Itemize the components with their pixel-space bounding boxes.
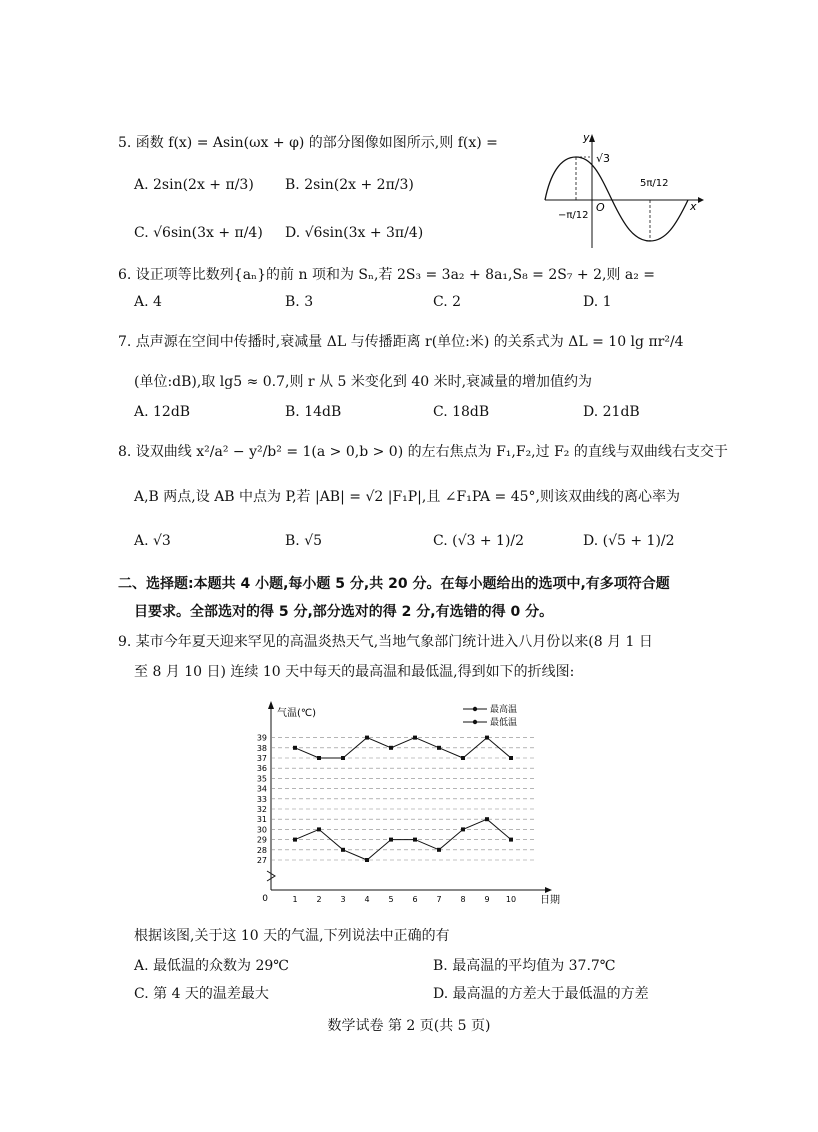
x-tick-label-6: 6 xyxy=(412,895,418,904)
q8-option-b: B. √5 xyxy=(285,533,323,549)
point-high-day9 xyxy=(485,736,489,740)
q9-option-a: A. 最低温的众数为 29℃ xyxy=(134,958,289,974)
point-low-day7 xyxy=(437,848,441,852)
y-tick-label-36: 36 xyxy=(256,764,267,774)
chart-x-ticks xyxy=(292,895,516,904)
page-footer: 数学试卷 第 2 页(共 5 页) xyxy=(327,1018,491,1034)
q9-option-d: D. 最高温的方差大于最低温的方差 xyxy=(433,986,649,1002)
y-tick-label-38: 38 xyxy=(256,743,267,753)
q8-stem-line2: A,B 两点,设 AB 中点为 P,若 |AB| = √2 |F₁P|,且 ∠F₁PA = 45°,则该双曲线的离心率为 xyxy=(134,489,680,505)
q8-option-c: C. (√3 + 1)/2 xyxy=(433,533,525,549)
y-tick-label-31: 31 xyxy=(256,815,267,825)
chart-origin-label: 0 xyxy=(262,894,268,904)
chart-gridlines xyxy=(271,738,535,860)
q8-stem-line1: 8. 设双曲线 x²/a² − y²/b² = 1(a > 0,b > 0) 的左右焦点为 F₁,F₂,过 F₂ 的直线与双曲线右支交于 xyxy=(118,444,728,460)
point-high-day7 xyxy=(437,746,441,750)
q5-sine-graph xyxy=(540,130,705,255)
section2-heading-line2: 目要求。全部选对的得 5 分,部分选对的得 2 分,有选错的得 0 分。 xyxy=(134,604,554,620)
chart-series xyxy=(293,736,513,862)
y-tick-label-27: 27 xyxy=(256,856,267,865)
y-tick-label-39: 39 xyxy=(256,733,267,743)
q7-option-a: A. 12dB xyxy=(134,404,191,420)
q6-option-b: B. 3 xyxy=(285,294,314,310)
q7-stem-line1: 7. 点声源在空间中传播时,衰减量 ΔL 与传播距离 r(单位:米) 的关系式为 ΔL = 10 lg πr²/4 xyxy=(118,334,684,350)
x-tick-label-8: 8 xyxy=(460,895,466,904)
y-tick-label-37: 37 xyxy=(256,754,267,763)
point-low-day5 xyxy=(389,838,393,842)
point-low-day10 xyxy=(509,838,513,842)
point-low-day6 xyxy=(413,838,417,842)
point-high-day4 xyxy=(365,736,369,740)
point-low-day8 xyxy=(461,827,465,831)
q7-option-b: B. 14dB xyxy=(285,404,342,420)
point-high-day3 xyxy=(341,756,345,760)
q5-option-d: D. √6sin(3x + 3π/4) xyxy=(285,225,424,241)
q6-option-d: D. 1 xyxy=(583,294,612,310)
q8-option-d: D. (√5 + 1)/2 xyxy=(583,533,675,549)
q9-stem-line2: 至 8 月 10 日) 连续 10 天中每天的最高温和最低温,得到如下的折线图: xyxy=(134,664,575,680)
q6-option-a: A. 4 xyxy=(134,294,162,310)
point-high-day2 xyxy=(317,756,321,760)
point-high-day5 xyxy=(389,746,393,750)
x-axis-arrow xyxy=(698,197,704,203)
temperature-line-chart xyxy=(250,695,570,915)
peak-label: √3 xyxy=(596,152,611,165)
chart-y-axis-arrow xyxy=(268,701,274,709)
y-tick-label-34: 34 xyxy=(256,784,267,794)
y-tick-label-35: 35 xyxy=(256,774,267,784)
chart-legend xyxy=(463,703,517,728)
x-tick-label-5: 5 xyxy=(388,895,394,904)
point-high-day6 xyxy=(413,736,417,740)
point-low-day9 xyxy=(485,817,489,821)
q6-stem: 6. 设正项等比数列{aₙ}的前 n 项和为 Sₙ,若 2S₃ = 3a₂ + 8a₁,S₈ = 2S₇ + 2,则 a₂ = xyxy=(118,267,656,283)
legend-label-high: 最高温 xyxy=(490,705,518,715)
chart-y-axis-label: 气温(℃) xyxy=(277,708,317,719)
q5-option-a: A. 2sin(2x + π/3) xyxy=(134,177,254,193)
origin-label: O xyxy=(596,201,605,214)
q6-option-c: C. 2 xyxy=(433,294,462,310)
x-tick-label-4: 4 xyxy=(364,895,370,904)
legend-label-low: 最低温 xyxy=(490,718,518,728)
x-tick-label-9: 9 xyxy=(484,895,490,904)
q9-stem-line1: 9. 某市今年夏天迎来罕见的高温炎热天气,当地气象部门统计进入八月份以来(8 月 1 日 xyxy=(118,634,653,650)
q9-option-b: B. 最高温的平均值为 37.7℃ xyxy=(433,958,616,974)
q7-stem-line2: (单位:dB),取 lg5 ≈ 0.7,则 r 从 5 米变化到 40 米时,衰减量的增加值约为 xyxy=(134,374,593,390)
point-low-day1 xyxy=(293,838,297,842)
legend-marker-high xyxy=(473,707,477,711)
q5-stem: 5. 函数 f(x) = Asin(ωx + φ) 的部分图像如图所示,则 f(x) = xyxy=(118,135,498,151)
q5-option-b: B. 2sin(2x + 2π/3) xyxy=(285,177,414,193)
x-tick-label-7: 7 xyxy=(436,895,442,904)
y-tick-label-30: 30 xyxy=(256,825,267,835)
x-tick-label-1: 1 xyxy=(292,895,298,904)
y-axis-label: y xyxy=(583,131,590,144)
x-axis-label: x xyxy=(690,200,697,213)
q5-option-c: C. √6sin(3x + π/4) xyxy=(134,225,263,241)
point-high-day1 xyxy=(293,746,297,750)
legend-marker-low xyxy=(473,720,477,724)
point-low-day4 xyxy=(365,858,369,862)
x-tick-label-3: 3 xyxy=(340,895,346,904)
y-axis-arrow xyxy=(589,134,595,142)
sine-curve xyxy=(545,157,688,241)
chart-y-ticks xyxy=(257,734,267,865)
y-tick-label-33: 33 xyxy=(256,794,267,804)
q8-option-a: A. √3 xyxy=(134,533,171,549)
y-tick-label-28: 28 xyxy=(256,845,267,855)
right-tick-label: 5π/12 xyxy=(640,178,669,189)
x-tick-label-2: 2 xyxy=(316,895,322,904)
point-high-day10 xyxy=(509,756,513,760)
section2-heading-line1: 二、选择题:本题共 4 小题,每小题 5 分,共 20 分。在每小题给出的选项中,有多项符合题 xyxy=(118,576,670,592)
chart-x-axis-label: 日期 xyxy=(540,895,560,906)
y-tick-label-29: 29 xyxy=(256,835,267,845)
chart-x-axis-arrow xyxy=(545,887,552,893)
y-tick-label-32: 32 xyxy=(256,805,267,814)
q9-option-c: C. 第 4 天的温差最大 xyxy=(134,986,269,1002)
q7-option-d: D. 21dB xyxy=(583,404,640,420)
x-tick-label-10: 10 xyxy=(505,895,517,904)
q7-option-c: C. 18dB xyxy=(433,404,490,420)
point-low-day3 xyxy=(341,848,345,852)
point-high-day8 xyxy=(461,756,465,760)
left-tick-label: −π/12 xyxy=(558,210,589,221)
point-low-day2 xyxy=(317,827,321,831)
q9-question-text: 根据该图,关于这 10 天的气温,下列说法中正确的有 xyxy=(134,928,450,944)
